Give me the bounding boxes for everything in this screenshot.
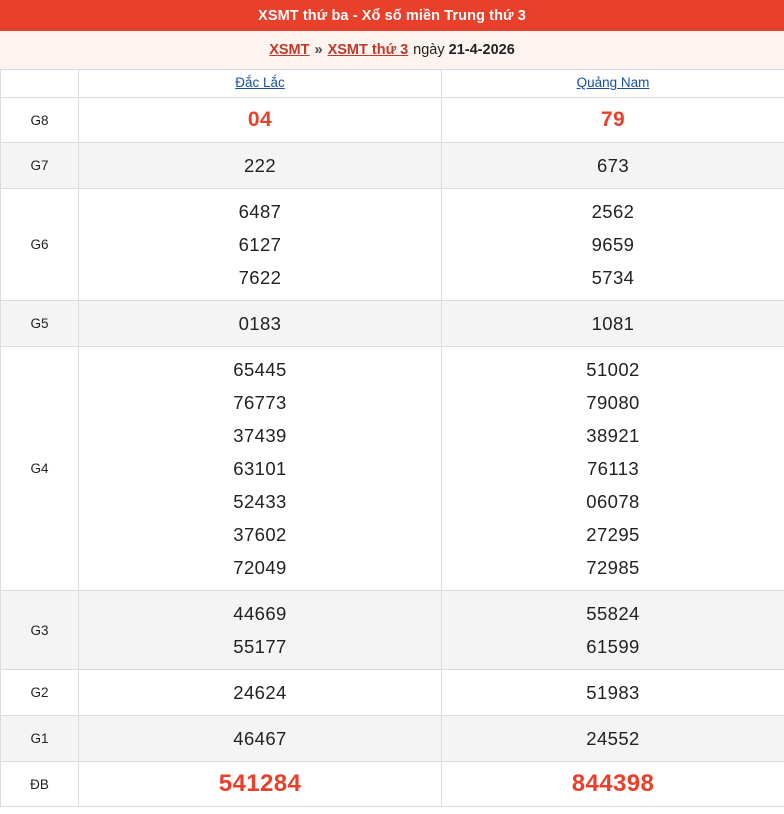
prize-number: 7622 — [238, 267, 282, 288]
prize-number: 24624 — [233, 682, 287, 703]
prize-number: 24552 — [586, 728, 640, 749]
column-header-province-2 — [442, 70, 784, 98]
prize-number: 79080 — [586, 392, 640, 413]
prize-number: 06078 — [586, 491, 640, 512]
table-row — [1, 301, 784, 347]
prize-numbers-cell — [442, 716, 784, 762]
breadcrumb-separator: » — [314, 42, 323, 58]
prize-numbers-cell — [442, 347, 784, 591]
table-row — [1, 98, 784, 143]
prize-numbers-cell — [79, 301, 442, 347]
prize-number: 51983 — [586, 682, 640, 703]
prize-label: G8 — [1, 98, 79, 143]
prize-number: 51002 — [586, 359, 640, 380]
prize-number: 52433 — [233, 491, 287, 512]
prize-label: G5 — [1, 301, 79, 347]
prize-numbers-cell — [442, 98, 784, 143]
prize-label: G3 — [1, 591, 79, 670]
table-body — [1, 98, 784, 807]
prize-numbers-cell — [79, 347, 442, 591]
prize-number: 27295 — [586, 524, 640, 545]
province-label-dac-lac[interactable]: Đắc Lắc — [235, 75, 285, 90]
prize-number: 65445 — [233, 359, 287, 380]
table-header-row — [1, 70, 784, 98]
prize-number: 6127 — [238, 234, 282, 255]
prize-number: 46467 — [233, 728, 287, 749]
prize-number: 76773 — [233, 392, 287, 413]
prize-numbers-cell — [442, 670, 784, 716]
prize-number: 2562 — [591, 201, 635, 222]
prize-number: 38921 — [586, 425, 640, 446]
table-row — [1, 716, 784, 762]
prize-number: 55824 — [586, 603, 640, 624]
prize-numbers-cell — [442, 762, 784, 807]
prize-numbers-cell — [442, 189, 784, 301]
prize-label: G4 — [1, 347, 79, 591]
prize-number: 1081 — [591, 313, 635, 334]
breadcrumb-link-xsmt-thu-3[interactable]: XSMT thứ 3 — [327, 42, 409, 58]
prize-numbers-cell — [79, 143, 442, 189]
prize-numbers-cell — [79, 716, 442, 762]
prize-number: 63101 — [233, 458, 287, 479]
prize-number: 61599 — [586, 636, 640, 657]
prize-label: ĐB — [1, 762, 79, 807]
prize-number: 5734 — [591, 267, 635, 288]
table-row — [1, 670, 784, 716]
table-row — [1, 347, 784, 591]
prize-numbers-cell — [79, 189, 442, 301]
breadcrumb-date-prefix: ngày — [413, 42, 449, 58]
page-title: XSMT thứ ba - Xổ số miền Trung thứ 3 — [258, 7, 526, 24]
breadcrumb-link-xsmt[interactable]: XSMT — [269, 42, 310, 58]
prize-number: 76113 — [586, 458, 640, 479]
prize-number: 72049 — [233, 557, 287, 578]
province-label-quang-nam[interactable]: Quảng Nam — [576, 75, 650, 90]
prize-label: G6 — [1, 189, 79, 301]
table-row — [1, 143, 784, 189]
table-row — [1, 591, 784, 670]
prize-label: G2 — [1, 670, 79, 716]
prize-numbers-cell — [79, 591, 442, 670]
prize-numbers-cell — [79, 762, 442, 807]
prize-number: 79 — [600, 108, 626, 131]
prize-label: G1 — [1, 716, 79, 762]
prize-number: 37602 — [233, 524, 287, 545]
breadcrumb — [0, 31, 784, 69]
prize-number: 37439 — [233, 425, 287, 446]
prize-number: 222 — [243, 155, 277, 176]
prize-number: 9659 — [591, 234, 635, 255]
prize-numbers-cell — [79, 670, 442, 716]
breadcrumb-date-value: 21-4-2026 — [448, 42, 515, 58]
column-header-province-1 — [79, 70, 442, 98]
table-corner-cell — [1, 70, 79, 98]
table-row — [1, 762, 784, 807]
prize-number: 55177 — [233, 636, 287, 657]
table-row — [1, 189, 784, 301]
prize-number: 673 — [596, 155, 630, 176]
prize-numbers-cell — [442, 301, 784, 347]
prize-numbers-cell — [79, 98, 442, 143]
prize-number: 541284 — [218, 770, 302, 797]
page-title-bar — [0, 0, 784, 31]
prize-number: 844398 — [571, 770, 655, 797]
prize-label: G7 — [1, 143, 79, 189]
prize-numbers-cell — [442, 591, 784, 670]
lottery-results-table — [0, 69, 784, 807]
prize-number: 72985 — [586, 557, 640, 578]
table-header — [1, 70, 784, 98]
breadcrumb-date — [413, 42, 515, 58]
prize-number: 44669 — [233, 603, 287, 624]
prize-number: 0183 — [238, 313, 282, 334]
prize-number: 6487 — [238, 201, 282, 222]
prize-number: 04 — [247, 108, 273, 131]
prize-numbers-cell — [442, 143, 784, 189]
